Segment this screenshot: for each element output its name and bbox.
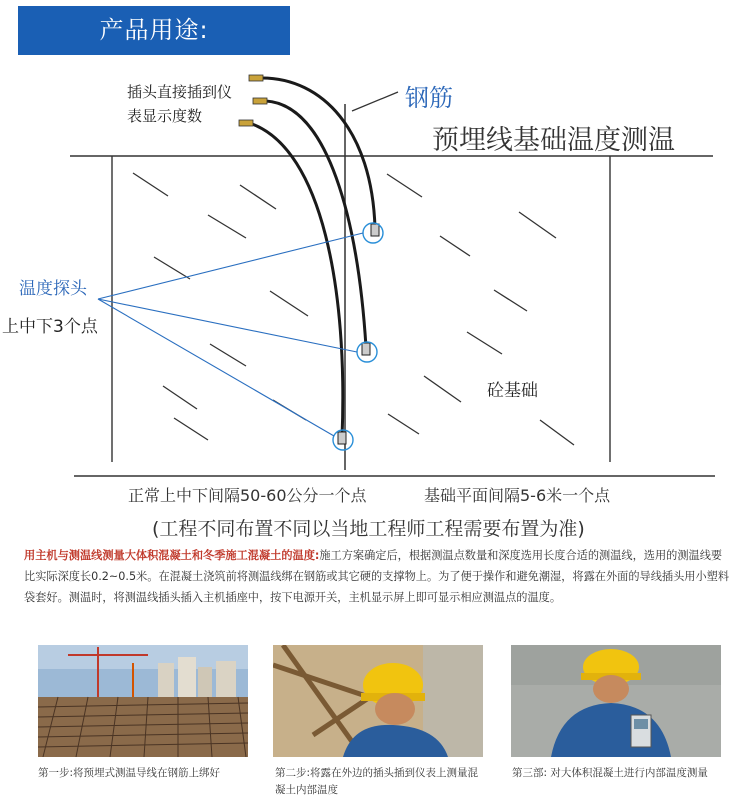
description-body: 施工方案确定后，根据测温点数量和深度选用长度合适的测温线，选用的测温线要比实际深度长0.2~0.5米。在混凝土浇筑前将测温线绑在钢筋或其它硬的支撑物上。为了便于操作和避免潮湿，将露在外面的导线插头用小塑料袋套好。测温时，将测温线插头插入主机插座中，按下电源开关，主机显示屏上即可显示相应测温点的温度。 — [24, 549, 730, 604]
plug-label-line1: 插头直接插到仪 — [127, 83, 233, 101]
step1-photo — [38, 645, 248, 757]
vertical-spacing-note: 正常上中下间隔50-60公分一个点 — [128, 486, 367, 505]
points-label: 上中下3个点 — [2, 317, 98, 337]
rebar-pointer — [352, 92, 398, 111]
probe-tip-icon — [338, 432, 346, 444]
plug-icon — [239, 120, 253, 126]
step2-photo — [273, 645, 483, 757]
disclaimer-note: (工程不同布置不同以当地工程师工程需要布置为准) — [152, 518, 585, 540]
plug-label — [127, 80, 232, 128]
cable-bottom — [252, 124, 343, 438]
rebar-label: 钢筋 — [405, 84, 453, 112]
step1-caption: 第一步:将预埋式测温导线在钢筋上绑好 — [38, 767, 221, 779]
cable-top — [262, 78, 375, 228]
plug-icon — [249, 75, 263, 81]
step3-photo — [511, 645, 721, 757]
probe-leader-lines — [98, 233, 363, 436]
description-heading: 用主机与测温线测量大体积混凝土和冬季施工混凝土的温度: — [24, 549, 320, 562]
step3-caption: 第三部: 对大体积混凝土进行内部温度测量 — [512, 767, 708, 779]
probe-tip-icon — [371, 224, 379, 236]
probe-label: 温度探头 — [19, 279, 87, 299]
plane-spacing-note: 基础平面间隔5-6米一个点 — [424, 486, 611, 505]
plug-icon — [253, 98, 267, 104]
cable-middle — [266, 101, 366, 347]
header-title: 产品用途: — [99, 16, 209, 44]
sensor-cables — [252, 78, 375, 438]
step2-caption: 第二步:将露在外边的插头插到仪表上测量混凝土内部温度 — [275, 767, 479, 796]
usage-description — [24, 545, 732, 608]
concrete-hatching — [133, 173, 574, 445]
plug-heads — [239, 75, 267, 126]
diagram-title: 预埋线基础温度测温 — [432, 125, 675, 156]
foundation-label: 砼基础 — [487, 381, 538, 401]
plug-label-line2: 表显示度数 — [127, 107, 203, 125]
probe-tip-icon — [362, 343, 370, 355]
